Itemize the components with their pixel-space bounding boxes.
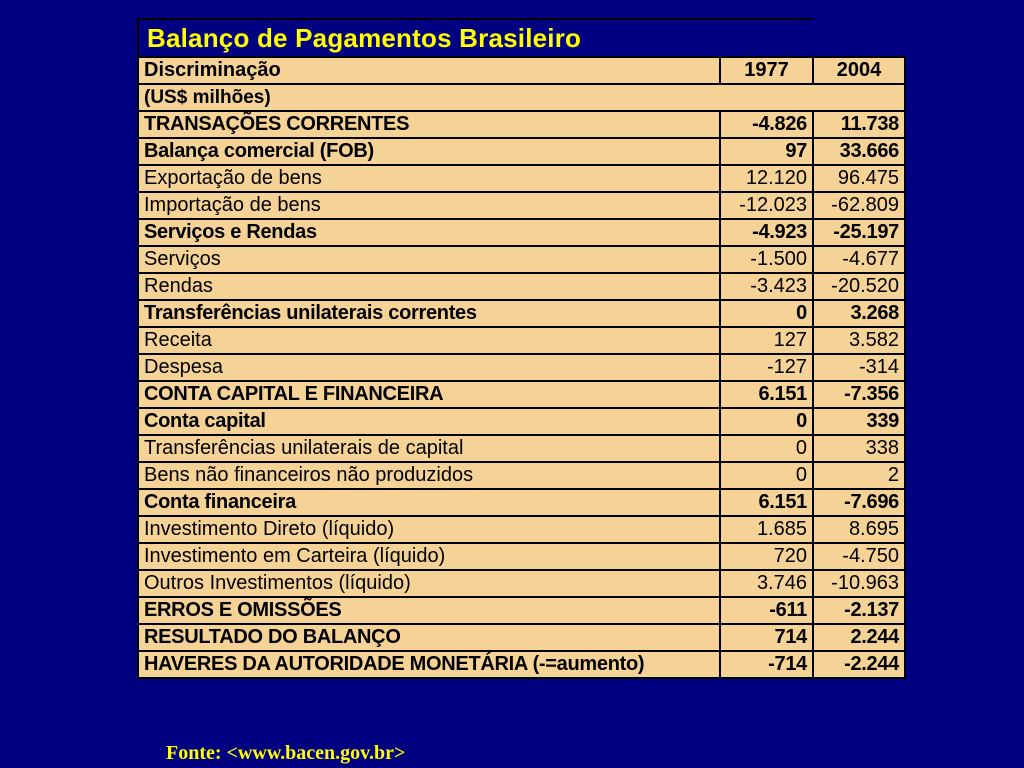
header-year-2004: 2004: [813, 57, 905, 84]
row-value-1977: 714: [720, 624, 813, 651]
row-value-2004: 2.244: [813, 624, 905, 651]
row-value-1977: -4.923: [720, 219, 813, 246]
row-label: Conta capital: [138, 408, 720, 435]
row-value-1977: -1.500: [720, 246, 813, 273]
table-row: [138, 462, 905, 489]
row-label: Serviços e Rendas: [138, 219, 720, 246]
row-label: HAVERES DA AUTORIDADE MONETÁRIA (-=aumento): [138, 651, 720, 678]
table-row: [138, 570, 905, 597]
row-value-1977: 6.151: [720, 489, 813, 516]
balance-of-payments-table: [137, 56, 906, 679]
row-value-2004: -2.137: [813, 597, 905, 624]
row-label: Conta financeira: [138, 489, 720, 516]
row-value-2004: 96.475: [813, 165, 905, 192]
row-value-1977: -611: [720, 597, 813, 624]
table-row: [138, 408, 905, 435]
table-row: [138, 354, 905, 381]
row-value-2004: -2.244: [813, 651, 905, 678]
row-value-1977: 97: [720, 138, 813, 165]
row-label: Serviços: [138, 246, 720, 273]
row-label: Investimento Direto (líquido): [138, 516, 720, 543]
table-row: [138, 489, 905, 516]
row-label: Bens não financeiros não produzidos: [138, 462, 720, 489]
table-row: [138, 597, 905, 624]
table-row: [138, 516, 905, 543]
title-box: [137, 18, 813, 56]
table-header-row: [138, 57, 905, 84]
table-row: [138, 381, 905, 408]
row-label: Rendas: [138, 273, 720, 300]
header-year-1977: 1977: [720, 57, 813, 84]
row-label: Balança comercial (FOB): [138, 138, 720, 165]
row-value-1977: 0: [720, 408, 813, 435]
table-row: [138, 300, 905, 327]
row-value-2004: -4.677: [813, 246, 905, 273]
row-value-1977: -3.423: [720, 273, 813, 300]
row-label: Importação de bens: [138, 192, 720, 219]
row-value-2004: -314: [813, 354, 905, 381]
row-value-1977: -127: [720, 354, 813, 381]
row-value-2004: 2: [813, 462, 905, 489]
row-value-1977: 12.120: [720, 165, 813, 192]
header-label: Discriminação: [138, 57, 720, 84]
table-row: [138, 273, 905, 300]
row-value-1977: 6.151: [720, 381, 813, 408]
page-title: Balanço de Pagamentos Brasileiro: [147, 23, 582, 53]
row-value-2004: 8.695: [813, 516, 905, 543]
table-row: [138, 111, 905, 138]
row-value-2004: -25.197: [813, 219, 905, 246]
table-row: [138, 246, 905, 273]
row-value-2004: -10.963: [813, 570, 905, 597]
row-value-2004: -7.696: [813, 489, 905, 516]
row-label: Despesa: [138, 354, 720, 381]
row-label: Transferências unilaterais de capital: [138, 435, 720, 462]
row-label: RESULTADO DO BALANÇO: [138, 624, 720, 651]
row-label: Receita: [138, 327, 720, 354]
source-citation: Fonte: <www.bacen.gov.br>: [166, 742, 406, 764]
table-row: [138, 165, 905, 192]
table-row: [138, 624, 905, 651]
row-label: Outros Investimentos (líquido): [138, 570, 720, 597]
row-value-2004: -62.809: [813, 192, 905, 219]
row-value-2004: 3.268: [813, 300, 905, 327]
row-value-1977: 0: [720, 300, 813, 327]
table-row: [138, 219, 905, 246]
row-value-1977: 0: [720, 435, 813, 462]
units-label: (US$ milhões): [138, 84, 905, 111]
row-value-2004: 3.582: [813, 327, 905, 354]
row-value-1977: 3.746: [720, 570, 813, 597]
units-row: [138, 84, 905, 111]
row-value-1977: 720: [720, 543, 813, 570]
row-value-2004: 339: [813, 408, 905, 435]
row-value-2004: 338: [813, 435, 905, 462]
table-row: [138, 651, 905, 678]
table-row: [138, 435, 905, 462]
row-label: CONTA CAPITAL E FINANCEIRA: [138, 381, 720, 408]
row-value-1977: -714: [720, 651, 813, 678]
table-row: [138, 138, 905, 165]
row-value-2004: -7.356: [813, 381, 905, 408]
row-label: Investimento em Carteira (líquido): [138, 543, 720, 570]
row-value-1977: 0: [720, 462, 813, 489]
row-value-2004: 11.738: [813, 111, 905, 138]
row-value-2004: -4.750: [813, 543, 905, 570]
row-value-2004: -20.520: [813, 273, 905, 300]
row-value-1977: -12.023: [720, 192, 813, 219]
row-value-1977: 127: [720, 327, 813, 354]
row-value-1977: -4.826: [720, 111, 813, 138]
table-row: [138, 192, 905, 219]
row-label: TRANSAÇÕES CORRENTES: [138, 111, 720, 138]
row-value-1977: 1.685: [720, 516, 813, 543]
table-row: [138, 327, 905, 354]
row-label: Transferências unilaterais correntes: [138, 300, 720, 327]
row-value-2004: 33.666: [813, 138, 905, 165]
row-label: ERROS E OMISSÕES: [138, 597, 720, 624]
table-row: [138, 543, 905, 570]
row-label: Exportação de bens: [138, 165, 720, 192]
